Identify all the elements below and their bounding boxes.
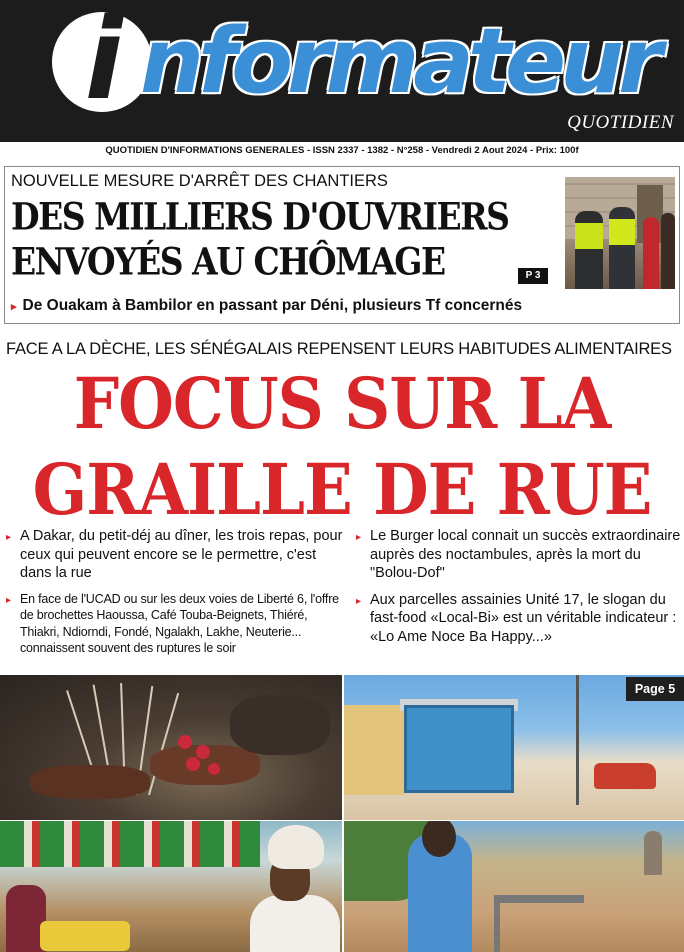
photo-tent bbox=[0, 821, 260, 867]
photo-pedestrian bbox=[644, 831, 662, 875]
photo-person bbox=[661, 213, 675, 289]
bullet-arrow-icon: ▸ bbox=[6, 532, 12, 543]
bullet-arrow-icon: ▸ bbox=[11, 301, 17, 313]
top-story-box bbox=[4, 166, 680, 324]
bullet-text: A Dakar, du petit-déj au dîner, les trois repas, pour ceux qui peuvent encore se le permettre, c'est dans la rue bbox=[20, 528, 343, 581]
photo-woman-body bbox=[250, 895, 340, 952]
photo-pepper bbox=[186, 757, 200, 771]
logo-letter: i bbox=[84, 0, 124, 125]
photo-shop bbox=[344, 705, 404, 795]
photo-headscarf bbox=[268, 825, 324, 869]
skewers-photo bbox=[0, 675, 342, 820]
main-story-bullets-right bbox=[356, 527, 684, 654]
masthead bbox=[0, 0, 684, 142]
bullet-arrow-icon: ▸ bbox=[356, 532, 362, 543]
top-story-deck-text: De Ouakam à Bambilor en passant par Déni, plusieurs Tf concernés bbox=[22, 297, 523, 314]
bullet-text: En face de l'UCAD ou sur les deux voies de Liberté 6, l'offre de brochettes Haoussa, Café Touba-Beignets, Thiéré, Thiakri, Ndiorndi, Fondé, Ngalakh, Lakhe, Neuterie... connaissent souvent des ruptures le soir bbox=[20, 591, 339, 655]
bullet-arrow-icon: ▸ bbox=[6, 594, 11, 606]
logo-text: nformateur bbox=[140, 9, 657, 114]
photo-pepper bbox=[208, 763, 220, 775]
masthead-subtitle: QUOTIDIEN bbox=[567, 112, 674, 133]
photo-car bbox=[594, 763, 656, 789]
cart-vendor-photo bbox=[344, 821, 684, 952]
photo-pepper bbox=[178, 735, 192, 749]
photo-vendor-shadow bbox=[230, 695, 330, 755]
photo-meat bbox=[30, 765, 150, 799]
main-story-page-ref: Page 5 bbox=[626, 677, 684, 701]
workers-photo bbox=[565, 177, 675, 289]
top-story-kicker: NOUVELLE MESURE D'ARRÊT DES CHANTIERS bbox=[11, 172, 388, 190]
list-item bbox=[356, 527, 684, 583]
list-item bbox=[6, 591, 346, 657]
main-story-bullets-left bbox=[6, 527, 346, 665]
top-story-deck bbox=[11, 297, 522, 315]
main-story-kicker: FACE A LA DÈCHE, LES SÉNÉGALAIS REPENSENT LEURS HABITUDES ALIMENTAIRES bbox=[6, 340, 672, 358]
list-item bbox=[356, 591, 684, 647]
photo-cart-frame bbox=[494, 895, 500, 952]
list-item bbox=[6, 527, 346, 583]
bullet-arrow-icon: ▸ bbox=[356, 595, 362, 607]
main-story-headline: FOCUS SUR LA GRAILLE DE RUE bbox=[32, 363, 652, 532]
photo-person bbox=[643, 217, 659, 289]
top-story-page-ref: P 3 bbox=[518, 268, 548, 284]
photo-safety-vest bbox=[609, 219, 635, 245]
vendor-woman-photo bbox=[0, 821, 342, 952]
photo-pole bbox=[576, 675, 579, 805]
issue-info-line: QUOTIDIEN D'INFORMATIONS GENERALES - ISSN 2337 - 1382 - N°258 - Vendredi 2 Aout 2024 - Prix: 100f bbox=[105, 145, 579, 156]
bullet-text: Aux parcelles assainies Unité 17, le slogan du fast-food «Local-Bi» est un véritable indicateur : «Lo Ame Noce Ba Happy...» bbox=[370, 591, 677, 645]
photo-safety-vest bbox=[575, 223, 603, 249]
photo-basin bbox=[40, 921, 130, 951]
photo-kiosk bbox=[404, 705, 514, 793]
photo-pepper bbox=[196, 745, 210, 759]
photo-cart-handle bbox=[494, 895, 584, 903]
bullet-text: Le Burger local connait un succès extraordinaire auprès des noctambules, après la mort du "Bolou-Dof" bbox=[370, 528, 681, 581]
top-story-headline: DES MILLIERS D'OUVRIERS ENVOYÉS AU CHÔMAGE bbox=[11, 195, 509, 284]
